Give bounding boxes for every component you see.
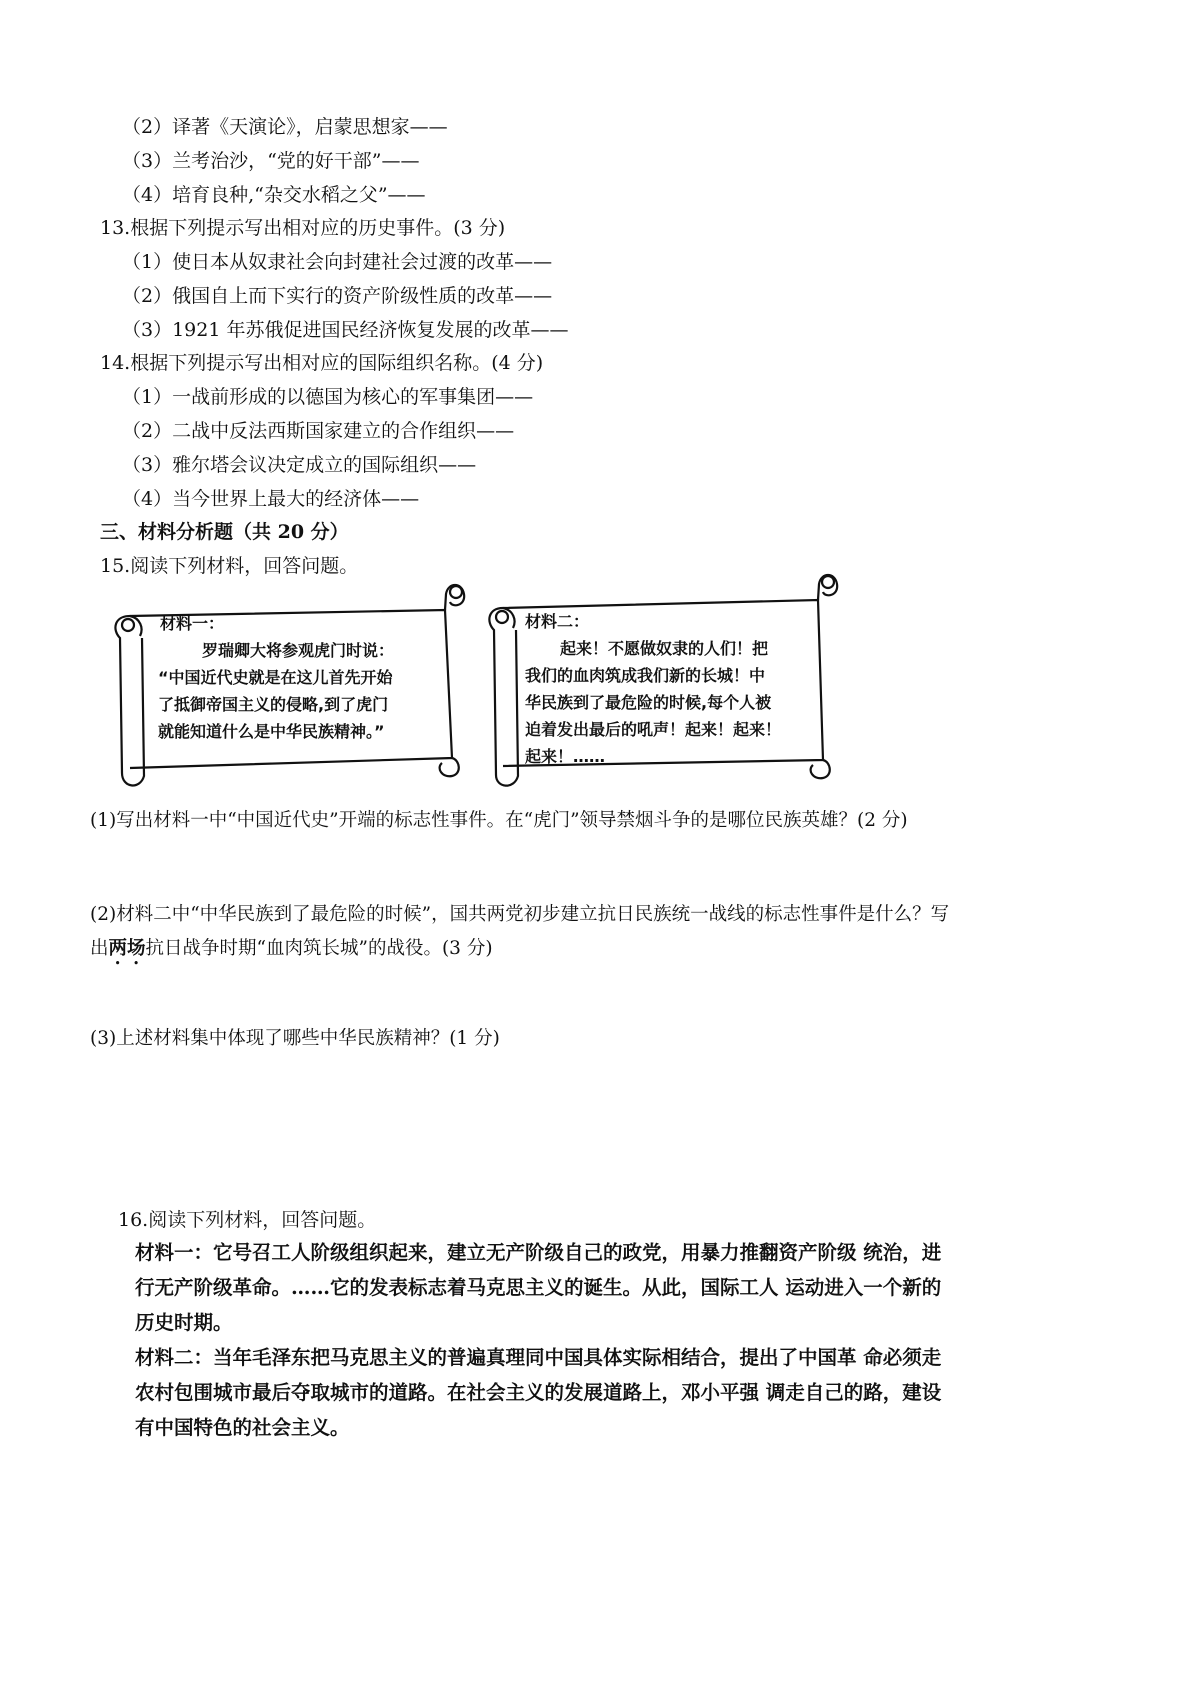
material-2-label: 材料二：	[525, 612, 590, 631]
q15-sub-2-emphasis: 两场	[108, 938, 146, 959]
q12-item-3: （3）兰考治沙，“党的好干部”——	[122, 150, 420, 172]
q15-title: 15.阅读下列材料，回答问题。	[100, 555, 359, 577]
q15-sub-2-line-2	[90, 936, 493, 969]
q13-title: 13.根据下列提示写出相对应的历史事件。(3 分)	[100, 217, 506, 239]
q16-material-2-line-3: 有中国特色的社会主义。	[135, 1416, 350, 1439]
q12-item-4: （4）培育良种,“杂交水稻之父”——	[122, 184, 426, 206]
q16-material-2-line-2: 农村包围城市最后夺取城市的道路。在社会主义的发展道路上，邓小平强 调走自己的路，建设	[135, 1381, 942, 1404]
q14-item-4: （4）当今世界上最大的经济体——	[122, 488, 420, 510]
material-1-line-1: 罗瑞卿大将参观虎门时说：	[202, 641, 395, 660]
material-2-line-4: 迫着发出最后的吼声！起来！起来！	[525, 720, 782, 739]
q14-item-3: （3）雅尔塔会议决定成立的国际组织——	[122, 454, 477, 476]
q13-item-2: （2）俄国自上而下实行的资产阶级性质的改革——	[122, 285, 553, 307]
section-3-heading: 三、材料分析题（共 20 分）	[100, 521, 349, 543]
material-1-line-4: 就能知道什么是中华民族精神。”	[158, 722, 385, 741]
q15-sub-2-rest: 抗日战争时期“血肉筑长城”的战役。(3 分)	[145, 938, 493, 959]
material-2-line-2: 我们的血肉筑成我们新的长城！中	[525, 666, 766, 685]
q15-sub-1: (1)写出材料一中“中国近代史”开端的标志性事件。在“虎门”领导禁烟斗争的是哪位民族英雄？(2 分)	[90, 810, 908, 831]
q14-title: 14.根据下列提示写出相对应的国际组织名称。(4 分)	[100, 352, 544, 374]
material-2-line-5: 起来！……	[525, 747, 606, 766]
q15-sub-3: (3)上述材料集中体现了哪些中华民族精神？(1 分)	[90, 1028, 500, 1049]
q13-item-1: （1）使日本从奴隶社会向封建社会过渡的改革——	[122, 251, 553, 273]
q13-item-3: （3）1921 年苏俄促进国民经济恢复发展的改革——	[122, 319, 569, 341]
q12-item-2: （2）译著《天演论》，启蒙思想家——	[122, 116, 448, 138]
q16-material-1-line-2: 行无产阶级革命。……它的发表标志着马克思主义的诞生。从此，国际工人 运动进入一个新的	[135, 1276, 942, 1299]
material-2-line-1: 起来！不愿做奴隶的人们！把	[560, 639, 769, 658]
material-1-line-2: “中国近代史就是在这儿首先开始	[158, 668, 393, 687]
material-1-line-3: 了抵御帝国主义的侵略,到了虎门	[158, 695, 389, 714]
q14-item-1: （1）一战前形成的以德国为核心的军事集团——	[122, 386, 534, 408]
material-1-label: 材料一：	[160, 614, 225, 633]
q16-title: 16.阅读下列材料，回答问题。	[118, 1209, 377, 1231]
q16-material-1-line-1: 材料一：它号召工人阶级组织起来，建立无产阶级自己的政党，用暴力推翻资产阶级 统治，进	[135, 1241, 942, 1264]
q16-material-1-line-3: 历史时期。	[135, 1311, 233, 1334]
q14-item-2: （2）二战中反法西斯国家建立的合作组织——	[122, 420, 515, 442]
q15-sub-2-line-1: (2)材料二中“中华民族到了最危险的时候”，国共两党初步建立抗日民族统一战线的标志性事件是什么？写	[90, 904, 950, 925]
material-2-line-3: 华民族到了最危险的时候,每个人被	[525, 693, 772, 712]
q16-material-2-line-1: 材料二：当年毛泽东把马克思主义的普遍真理同中国具体实际相结合，提出了中国革 命必须走	[135, 1346, 942, 1369]
q15-sub-2-prefix: 出	[90, 938, 109, 959]
